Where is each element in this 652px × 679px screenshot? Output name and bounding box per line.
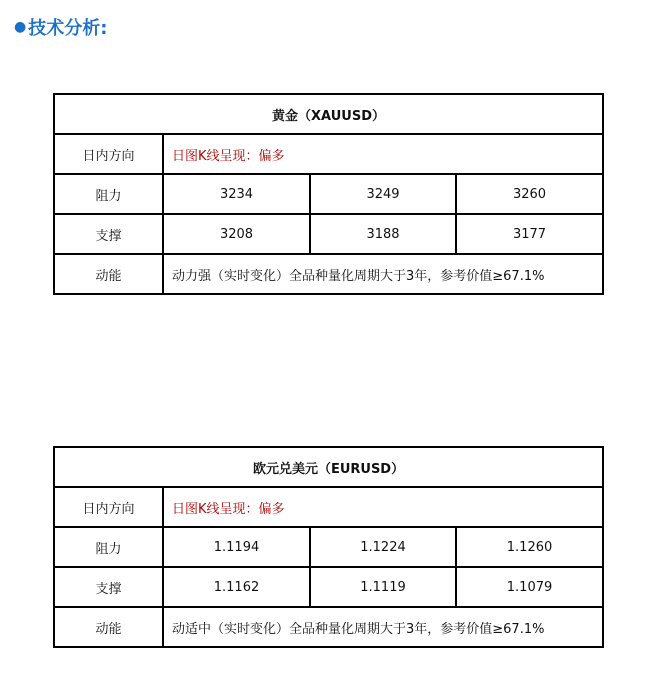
momentum-label: 动能 [54, 254, 163, 294]
support-3: 1.1079 [456, 567, 603, 607]
support-2: 3188 [310, 214, 456, 254]
resistance-1: 3234 [163, 174, 310, 214]
direction-label: 日内方向 [54, 487, 163, 527]
support-2: 1.1119 [310, 567, 456, 607]
bullet-icon: ● [14, 19, 27, 35]
support-3: 3177 [456, 214, 603, 254]
direction-row [54, 487, 603, 527]
support-1: 3208 [163, 214, 310, 254]
support-label: 支撑 [54, 214, 163, 254]
resistance-label: 阻力 [54, 174, 163, 214]
momentum-label: 动能 [54, 607, 163, 647]
table-title-row [54, 94, 603, 134]
resistance-1: 1.1194 [163, 527, 310, 567]
table-title: 黄金（XAUUSD） [54, 94, 603, 134]
resistance-2: 1.1224 [310, 527, 456, 567]
support-row [54, 214, 603, 254]
direction-row [54, 134, 603, 174]
section-title [14, 14, 107, 40]
support-1: 1.1162 [163, 567, 310, 607]
support-row [54, 567, 603, 607]
section-title-text: 技术分析: [28, 18, 108, 39]
table-title: 欧元兑美元（EURUSD） [54, 447, 603, 487]
resistance-row [54, 174, 603, 214]
resistance-3: 1.1260 [456, 527, 603, 567]
support-label: 支撑 [54, 567, 163, 607]
resistance-label: 阻力 [54, 527, 163, 567]
momentum-row [54, 254, 603, 294]
resistance-2: 3249 [310, 174, 456, 214]
gold-table [53, 93, 604, 295]
direction-value: 日图K线呈现：偏多 [163, 487, 603, 527]
direction-value: 日图K线呈现：偏多 [163, 134, 603, 174]
momentum-value: 动力强（实时变化）全品种量化周期大于3年，参考价值≥67.1% [163, 254, 603, 294]
eurusd-table [53, 446, 604, 648]
resistance-3: 3260 [456, 174, 603, 214]
table-title-row [54, 447, 603, 487]
momentum-row [54, 607, 603, 647]
direction-label: 日内方向 [54, 134, 163, 174]
momentum-value: 动适中（实时变化）全品种量化周期大于3年，参考价值≥67.1% [163, 607, 603, 647]
resistance-row [54, 527, 603, 567]
